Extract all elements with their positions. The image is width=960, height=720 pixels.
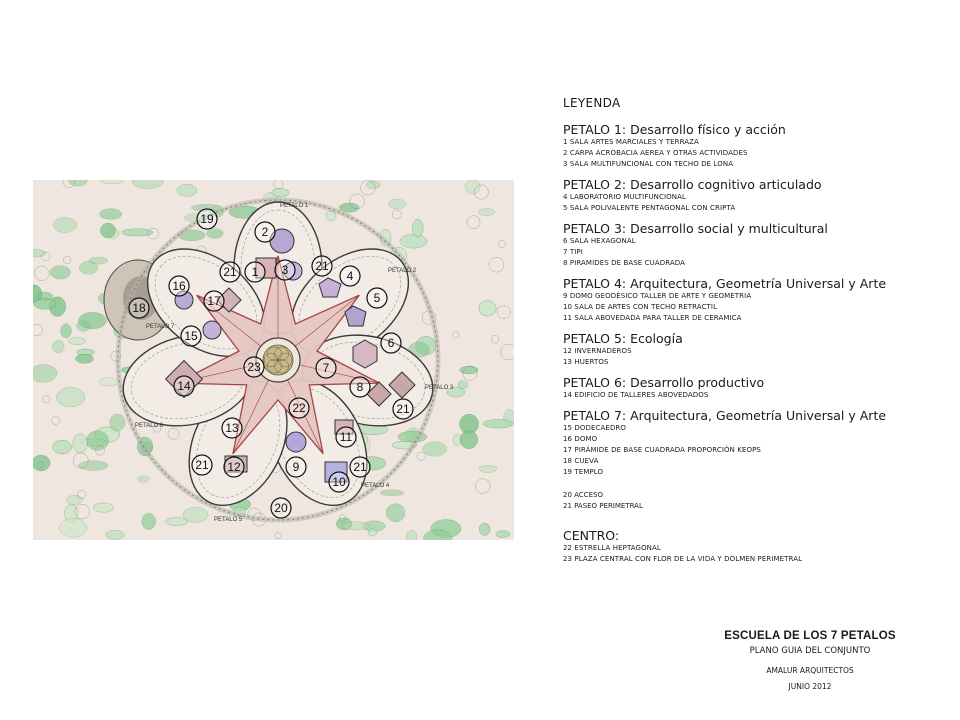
marker-number: 21 [353, 460, 367, 474]
marker-number: 20 [274, 501, 288, 515]
tree-clump [34, 299, 56, 310]
tree-clump [53, 217, 76, 232]
site-plan-svg [33, 180, 514, 540]
tree-clump [61, 324, 72, 338]
legend-item: 1 SALA ARTES MARCIALES Y TERRAZA [563, 138, 699, 146]
location-marker [192, 455, 212, 475]
location-marker [316, 358, 336, 378]
marker-number: 11 [339, 430, 353, 444]
tree-clump [380, 490, 404, 496]
location-marker [222, 418, 242, 438]
tree-clump [106, 530, 125, 539]
marker-number: 18 [132, 301, 146, 315]
tree-clump [33, 455, 50, 471]
tree-clump [53, 440, 72, 454]
location-marker [245, 262, 265, 282]
section-title: CENTRO: [563, 528, 620, 543]
legend-item: 10 SALA DE ARTES CON TECHO RETRACTIL [563, 303, 718, 311]
location-marker [329, 472, 349, 492]
tree-clump [142, 513, 156, 529]
tree-clump [400, 234, 427, 248]
tree-clump [478, 209, 494, 216]
section-items [563, 137, 953, 170]
tree-clump [460, 366, 478, 374]
location-marker [336, 427, 356, 447]
marker-number: 15 [184, 329, 198, 343]
tree-clump [73, 434, 88, 453]
tree-clump [458, 381, 468, 389]
legend-item: 2 CARPA ACROBACIA AEREA Y OTRAS ACTIVIDADES [563, 149, 748, 157]
tree-clump [79, 312, 107, 328]
legend-section-petalo-6 [563, 375, 953, 401]
legend-item: 18 CUEVA [563, 457, 599, 465]
location-marker [255, 222, 275, 242]
tree-clump [479, 523, 490, 535]
marker-number: 1 [251, 265, 259, 279]
legend-item: 17 PIRÁMIDE DE BASE CUADRADA PROPORCIÓN KEOPS [563, 446, 761, 454]
legend-item: 22 ESTRELLA HEPTAGONAL [563, 544, 661, 552]
petal-label: PETALO 4 [361, 483, 390, 489]
petal-label: PETALO 6 [135, 423, 164, 429]
section-title: PETALO 3: Desarrollo social y multicultural [563, 221, 828, 236]
marker-number: 12 [227, 460, 241, 474]
tree-clump [412, 219, 423, 237]
location-marker [350, 457, 370, 477]
legend-item: 6 SALA HEXAGONAL [563, 237, 636, 245]
tree-clump [368, 529, 376, 536]
location-marker [381, 333, 401, 353]
tree-clump [465, 180, 480, 194]
tree-clump [100, 209, 122, 220]
petal-label: PETALO 7 [146, 324, 175, 330]
petal-label: PETALO 5 [214, 517, 243, 523]
tree-clump [272, 188, 289, 197]
tree-clump [89, 257, 108, 264]
legend-item: 3 SALA MULTIFUNCIONAL CON TECHO DE LONA [563, 160, 734, 168]
legend-item: 14 EDIFICIO DE TALLERES ABOVEDADOS [563, 391, 709, 399]
legend-extra-items [563, 490, 953, 512]
tree-clump [423, 442, 447, 456]
location-marker [197, 209, 217, 229]
legend-panel [563, 96, 953, 572]
location-marker [271, 498, 291, 518]
drawing-date: JUNIO 2012 [788, 682, 832, 691]
legend-item-paseo: 21 PASEO PERIMETRAL [563, 502, 643, 510]
marker-number: 4 [346, 269, 354, 283]
tree-clump [386, 504, 405, 522]
location-marker [367, 288, 387, 308]
tree-clump [86, 431, 108, 451]
location-marker [220, 262, 240, 282]
tree-clump [207, 229, 224, 239]
section-items [563, 390, 953, 401]
geodesic-dome-building [286, 432, 306, 452]
project-title: ESCUELA DE LOS 7 PETALOS [724, 630, 896, 642]
section-title: PETALO 7: Arquitectura, Geometría Universal y Arte [563, 408, 887, 423]
location-marker [169, 276, 189, 296]
tree-clump [68, 338, 85, 345]
title-block [680, 630, 940, 691]
tree-clump [78, 461, 108, 471]
marker-number: 2 [261, 225, 269, 239]
tree-clump [100, 223, 115, 238]
tree-clump [388, 199, 406, 209]
marker-number: 22 [292, 401, 306, 415]
architect-firm: AMALUR ARQUITECTOS [766, 666, 854, 675]
legend-section-petalo-3 [563, 221, 953, 269]
tree-clump [479, 301, 497, 316]
legend-section-petalo-4 [563, 276, 953, 324]
tree-clump [460, 431, 478, 449]
tree-clump [76, 354, 94, 363]
section-title: PETALO 5: Ecología [563, 331, 683, 346]
legend-item: 15 DODECAEDRO [563, 424, 627, 432]
tree-clump [177, 184, 197, 196]
marker-number: 6 [387, 336, 395, 350]
tree-clump [93, 503, 114, 512]
location-marker [275, 260, 295, 280]
marker-number: 17 [207, 294, 221, 308]
marker-number: 7 [322, 361, 330, 375]
marker-number: 21 [315, 259, 329, 273]
section-items [563, 346, 953, 368]
legend-item: 16 DOMO [563, 435, 598, 443]
section-title: PETALO 6: Desarrollo productivo [563, 375, 765, 390]
dodecahedron-building [203, 321, 221, 339]
location-marker [224, 457, 244, 477]
marker-number: 13 [225, 421, 239, 435]
location-marker [393, 399, 413, 419]
location-marker [174, 376, 194, 396]
section-title: PETALO 2: Desarrollo cognitivo articulado [563, 177, 822, 192]
marker-number: 3 [281, 263, 289, 277]
tree-clump [366, 181, 380, 189]
tree-clump [496, 531, 510, 538]
marker-number: 19 [200, 212, 214, 226]
legend-item: 11 SALA ABOVEDADA PARA TALLER DE CERAMICA [563, 314, 742, 322]
legend-section-petalo-2 [563, 177, 953, 214]
legend-title: LEYENDA [563, 96, 621, 110]
legend-section-petalo-1 [563, 122, 953, 170]
section-items [563, 291, 953, 324]
legend-section-centro [563, 528, 953, 565]
location-marker [286, 457, 306, 477]
section-items [563, 543, 953, 565]
marker-number: 16 [172, 279, 186, 293]
tree-clump [483, 419, 513, 428]
location-marker [129, 298, 149, 318]
marker-number: 21 [223, 265, 237, 279]
tree-clump [57, 387, 85, 406]
legend-item: 12 INVERNADEROS [563, 347, 632, 355]
marker-number: 21 [396, 402, 410, 416]
location-marker [340, 266, 360, 286]
tree-clump [99, 378, 119, 386]
marker-number: 10 [332, 475, 346, 489]
section-items [563, 192, 953, 214]
section-items [563, 423, 953, 478]
legend-item: 9 DOMO GEODÉSICO TALLER DE ARTE Y GEOMETRIA [563, 292, 752, 300]
marker-number: 14 [177, 379, 191, 393]
tree-clump [166, 518, 188, 526]
location-marker [312, 256, 332, 276]
tree-clump [341, 522, 370, 530]
location-marker [244, 357, 264, 377]
marker-number: 23 [247, 360, 261, 374]
drawing-subtitle: PLANO GUIA DEL CONJUNTO [749, 646, 871, 656]
site-plan-drawing [33, 180, 514, 540]
legend-item: 23 PLAZA CENTRAL CON FLOR DE LA VIDA Y DOLMEN PERIMETRAL [563, 555, 803, 563]
petal-label: PETALO 3 [425, 385, 454, 391]
legend-item-acceso: 20 ACCESO [563, 491, 603, 499]
legend-item: 7 TIPI [563, 248, 583, 256]
legend-item: 19 TEMPLO [563, 468, 604, 476]
section-title: PETALO 4: Arquitectura, Geometría Universal y Arte [563, 276, 887, 291]
location-marker [181, 326, 201, 346]
tree-clump [110, 414, 125, 431]
petal-label: PETALO 1 [280, 203, 309, 209]
petal-label: PETALO 2 [388, 268, 417, 274]
tree-clump [66, 495, 82, 504]
legend-section-petalo-7 [563, 408, 953, 478]
section-items [563, 236, 953, 269]
tree-clump [60, 518, 87, 537]
location-marker [204, 291, 224, 311]
tree-clump [138, 476, 150, 483]
tree-clump [50, 266, 70, 279]
tree-clump [479, 465, 497, 472]
location-marker [350, 377, 370, 397]
tree-clump [122, 229, 153, 236]
marker-number: 21 [195, 458, 209, 472]
marker-number: 8 [356, 380, 364, 394]
legend-item: 5 SALA POLIVALENTE PENTAGONAL CON CRIPTA [563, 204, 736, 212]
legend-item: 8 PIRAMIDES DE BASE CUADRADA [563, 259, 686, 267]
legend-section-petalo-5 [563, 331, 953, 368]
marker-number: 5 [373, 291, 381, 305]
legend-item: 13 HUERTOS [563, 358, 609, 366]
tree-clump [52, 340, 64, 353]
section-title: PETALO 1: Desarrollo físico y acción [563, 122, 786, 137]
location-marker [289, 398, 309, 418]
legend-item: 4 LABORATORIO MULTIFUNCIONAL [563, 193, 687, 201]
marker-number: 9 [292, 460, 300, 474]
